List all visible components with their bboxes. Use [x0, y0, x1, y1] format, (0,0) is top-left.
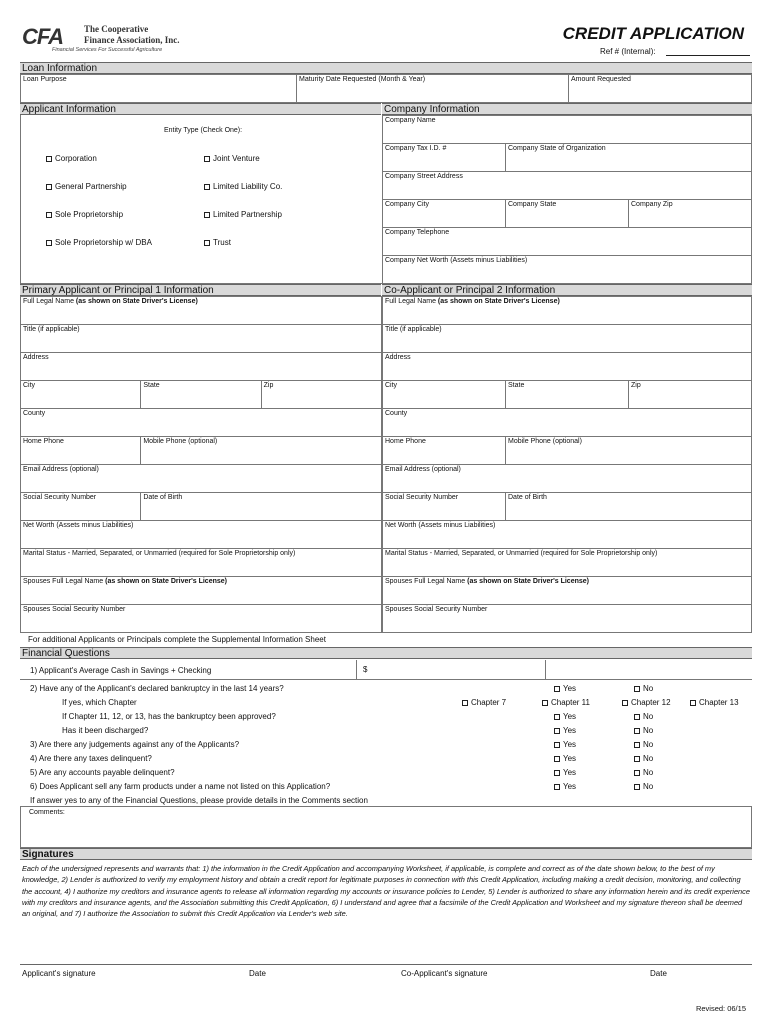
p1-address-field[interactable]: Address	[21, 353, 382, 381]
p1-spouse-name-field[interactable]: Spouses Full Legal Name (as shown on State Driver's License)	[21, 577, 382, 605]
p2-state-field[interactable]: State	[506, 381, 629, 409]
coapplicant-date-label: Date	[650, 969, 667, 978]
q2a-label: If yes, which Chapter	[62, 698, 137, 707]
form-title: CREDIT APPLICATION	[562, 24, 744, 43]
comments-box[interactable]	[20, 806, 752, 848]
q1-label: 1) Applicant's Average Cash in Savings + Checking	[30, 666, 212, 675]
p2-marital-field[interactable]: Marital Status - Married, Separated, or Unmarried (required for Sole Proprietorship only)	[383, 549, 752, 577]
opt-llc[interactable]: Limited Liability Co.	[204, 182, 282, 191]
checkbox-icon	[634, 756, 640, 762]
signature-statement: Each of the undersigned represents and warrants that: 1) the information in the Credit Application and accompanying Worksheet, if applicable, is complete and correct as of the date shown below, to the best of my knowledge, 2) Lender is authorized to verify my employment history and obtain a credit report for legitimate purposes in connection with this Credit Application, including making a credit decision, monitoring, and collecting the account, 4) I authorize my creditors and insurance agents to release all information regarding my accounts or insurance policies to Lender, 5) Lender is authorized to share any information herein and its credit experience with my creditors and insurance agents, and the Association submitting this Credit Application, 6) I understand and agree that a facsimile of the Credit Application and Worksheet and my signature thereon shall be deemed an original, and 7) I authorize the Association to submit this Credit Application via Lender's web site.	[22, 864, 750, 919]
loan-purpose-field[interactable]: Loan Purpose	[21, 75, 297, 103]
comments-label: Comments:	[29, 809, 65, 816]
checkbox-icon	[690, 700, 696, 706]
company-phone-field[interactable]: Company Telephone	[383, 228, 752, 256]
coapplicant-table	[382, 296, 752, 633]
opt-trust[interactable]: Trust	[204, 238, 231, 247]
p1-ssn-field[interactable]: Social Security Number	[21, 493, 141, 521]
checkbox-icon	[554, 770, 560, 776]
checkbox-icon	[46, 156, 52, 162]
maturity-field[interactable]: Maturity Date Requested (Month & Year)	[297, 75, 569, 103]
p1-full-name-field[interactable]: Full Legal Name (as shown on State Driver's License)	[21, 297, 382, 325]
q3-no[interactable]: No	[634, 740, 653, 749]
p1-dob-field[interactable]: Date of Birth	[141, 493, 382, 521]
checkbox-icon	[204, 240, 210, 246]
q2b-label: If Chapter 11, 12, or 13, has the bankruptcy been approved?	[62, 712, 276, 721]
p2-mobile-phone-field[interactable]: Mobile Phone (optional)	[506, 437, 752, 465]
checkbox-icon	[634, 770, 640, 776]
entity-type-label: Entity Type (Check One):	[164, 127, 243, 134]
coapplicant-heading: Co-Applicant or Principal 2 Information	[382, 284, 752, 296]
checkbox-icon	[554, 714, 560, 720]
opt-limited-partnership[interactable]: Limited Partnership	[204, 210, 282, 219]
company-name-field[interactable]: Company Name	[383, 116, 752, 144]
p2-county-field[interactable]: County	[383, 409, 752, 437]
primary-table	[20, 296, 382, 633]
q2c-label: Has it been discharged?	[62, 726, 149, 735]
dollar-sign: $	[363, 665, 368, 674]
checkbox-icon	[634, 784, 640, 790]
applicant-signature-label: Applicant's signature	[22, 969, 96, 978]
checkbox-icon	[554, 756, 560, 762]
p2-ssn-field[interactable]: Social Security Number	[383, 493, 506, 521]
company-zip-field[interactable]: Company Zip	[629, 200, 752, 228]
p1-spouse-ssn-field[interactable]: Spouses Social Security Number	[21, 605, 382, 633]
q2-label: 2) Have any of the Applicant's declared bankruptcy in the last 14 years?	[30, 684, 284, 693]
checkbox-icon	[46, 240, 52, 246]
primary-heading: Primary Applicant or Principal 1 Information	[20, 284, 381, 296]
chapter11-option[interactable]: Chapter 11	[542, 698, 590, 707]
company-tax-id-field[interactable]: Company Tax I.D. #	[383, 144, 506, 172]
p1-zip-field[interactable]: Zip	[261, 381, 381, 409]
opt-joint-venture[interactable]: Joint Venture	[204, 154, 260, 163]
p2-home-phone-field[interactable]: Home Phone	[383, 437, 506, 465]
revised-date: Revised: 06/15	[695, 1004, 746, 1013]
q6-no[interactable]: No	[634, 782, 653, 791]
q2b-yes[interactable]: Yes	[554, 712, 576, 721]
p2-title-field[interactable]: Title (if applicable)	[383, 325, 752, 353]
p2-zip-field[interactable]: Zip	[629, 381, 752, 409]
supplemental-note: For additional Applicants or Principals complete the Supplemental Information Sheet	[28, 635, 326, 644]
p2-dob-field[interactable]: Date of Birth	[506, 493, 752, 521]
p1-net-worth-field[interactable]: Net Worth (Assets minus Liabilities)	[21, 521, 382, 549]
checkbox-icon	[462, 700, 468, 706]
checkbox-icon	[554, 784, 560, 790]
opt-sole-proprietorship[interactable]: Sole Proprietorship	[46, 210, 123, 219]
ref-label: Ref # (Internal):	[600, 47, 656, 56]
q3-yes[interactable]: Yes	[554, 740, 576, 749]
p1-state-field[interactable]: State	[141, 381, 261, 409]
checkbox-icon	[46, 184, 52, 190]
q5-label: 5) Are any accounts payable delinquent?	[30, 768, 175, 777]
q6-yes[interactable]: Yes	[554, 782, 576, 791]
details-note: If answer yes to any of the Financial Questions, please provide details in the Comments section	[30, 796, 368, 805]
checkbox-icon	[634, 728, 640, 734]
p1-home-phone-field[interactable]: Home Phone	[21, 437, 141, 465]
applicant-box	[20, 115, 382, 284]
company-net-worth-field[interactable]: Company Net Worth (Assets minus Liabilities)	[383, 256, 752, 284]
checkbox-icon	[542, 700, 548, 706]
q4-label: 4) Are there any taxes delinquent?	[30, 754, 152, 763]
checkbox-icon	[622, 700, 628, 706]
p1-title-field[interactable]: Title (if applicable)	[21, 325, 382, 353]
applicant-date-label: Date	[249, 969, 266, 978]
logo-org-line1: The Cooperative	[84, 24, 149, 34]
ref-input-line[interactable]	[666, 55, 750, 56]
opt-corporation[interactable]: Corporation	[46, 154, 97, 163]
signatures-heading: Signatures	[20, 848, 752, 860]
amount-field[interactable]: Amount Requested	[569, 75, 752, 103]
coapplicant-signature-label: Co-Applicant's signature	[401, 969, 488, 978]
checkbox-icon	[634, 742, 640, 748]
checkbox-icon	[204, 184, 210, 190]
checkbox-icon	[204, 156, 210, 162]
chapter7-option[interactable]: Chapter 7	[462, 698, 506, 707]
checkbox-icon	[554, 728, 560, 734]
loan-table	[20, 74, 752, 103]
p2-full-name-field[interactable]: Full Legal Name (as shown on State Driver's License)	[383, 297, 752, 325]
q5-yes[interactable]: Yes	[554, 768, 576, 777]
checkbox-icon	[554, 686, 560, 692]
checkbox-icon	[554, 742, 560, 748]
logo-mark: CFA	[22, 24, 63, 49]
company-heading: Company Information	[382, 103, 752, 115]
p1-county-field[interactable]: County	[21, 409, 382, 437]
company-street-field[interactable]: Company Street Address	[383, 172, 752, 200]
loan-heading: Loan Information	[20, 62, 752, 74]
q4-yes[interactable]: Yes	[554, 754, 576, 763]
checkbox-icon	[634, 686, 640, 692]
p2-spouse-name-field[interactable]: Spouses Full Legal Name (as shown on State Driver's License)	[383, 577, 752, 605]
p1-mobile-phone-field[interactable]: Mobile Phone (optional)	[141, 437, 382, 465]
opt-sole-prop-dba[interactable]: Sole Proprietorship w/ DBA	[46, 238, 152, 247]
checkbox-icon	[204, 212, 210, 218]
q2c-yes[interactable]: Yes	[554, 726, 576, 735]
p2-address-field[interactable]: Address	[383, 353, 752, 381]
p2-spouse-ssn-field[interactable]: Spouses Social Security Number	[383, 605, 752, 633]
company-state-field[interactable]: Company State	[506, 200, 629, 228]
company-table	[382, 115, 752, 284]
q5-no[interactable]: No	[634, 768, 653, 777]
p2-city-field[interactable]: City	[383, 381, 506, 409]
q2-yes[interactable]: Yes	[554, 684, 576, 693]
company-city-field[interactable]: Company City	[383, 200, 506, 228]
chapter12-option[interactable]: Chapter 12	[622, 698, 671, 707]
q3-label: 3) Are there any judgements against any of the Applicants?	[30, 740, 240, 749]
q1-amount-field[interactable]	[356, 660, 546, 680]
q4-no[interactable]: No	[634, 754, 653, 763]
q6-label: 6) Does Applicant sell any farm products under a name not listed on this Application?	[30, 782, 331, 791]
chapter13-option[interactable]: Chapter 13	[690, 698, 739, 707]
opt-general-partnership[interactable]: General Partnership	[46, 182, 127, 191]
q2b-no[interactable]: No	[634, 712, 653, 721]
p2-email-field[interactable]: Email Address (optional)	[383, 465, 752, 493]
checkbox-icon	[46, 212, 52, 218]
logo	[22, 22, 212, 56]
logo-org-line2: Finance Association, Inc.	[84, 35, 180, 45]
signature-line[interactable]	[20, 964, 752, 965]
logo-tagline: Financial Services For Successful Agriculture	[52, 47, 163, 53]
p2-net-worth-field[interactable]: Net Worth (Assets minus Liabilities)	[383, 521, 752, 549]
p1-city-field[interactable]: City	[21, 381, 141, 409]
financial-heading: Financial Questions	[20, 647, 752, 659]
checkbox-icon	[634, 714, 640, 720]
applicant-heading: Applicant Information	[20, 103, 381, 115]
company-state-org-field[interactable]: Company State of Organization	[506, 144, 752, 172]
p1-email-field[interactable]: Email Address (optional)	[21, 465, 382, 493]
q2-no[interactable]: No	[634, 684, 653, 693]
p1-marital-field[interactable]: Marital Status - Married, Separated, or Unmarried (required for Sole Proprietorship only)	[21, 549, 382, 577]
q2c-no[interactable]: No	[634, 726, 653, 735]
